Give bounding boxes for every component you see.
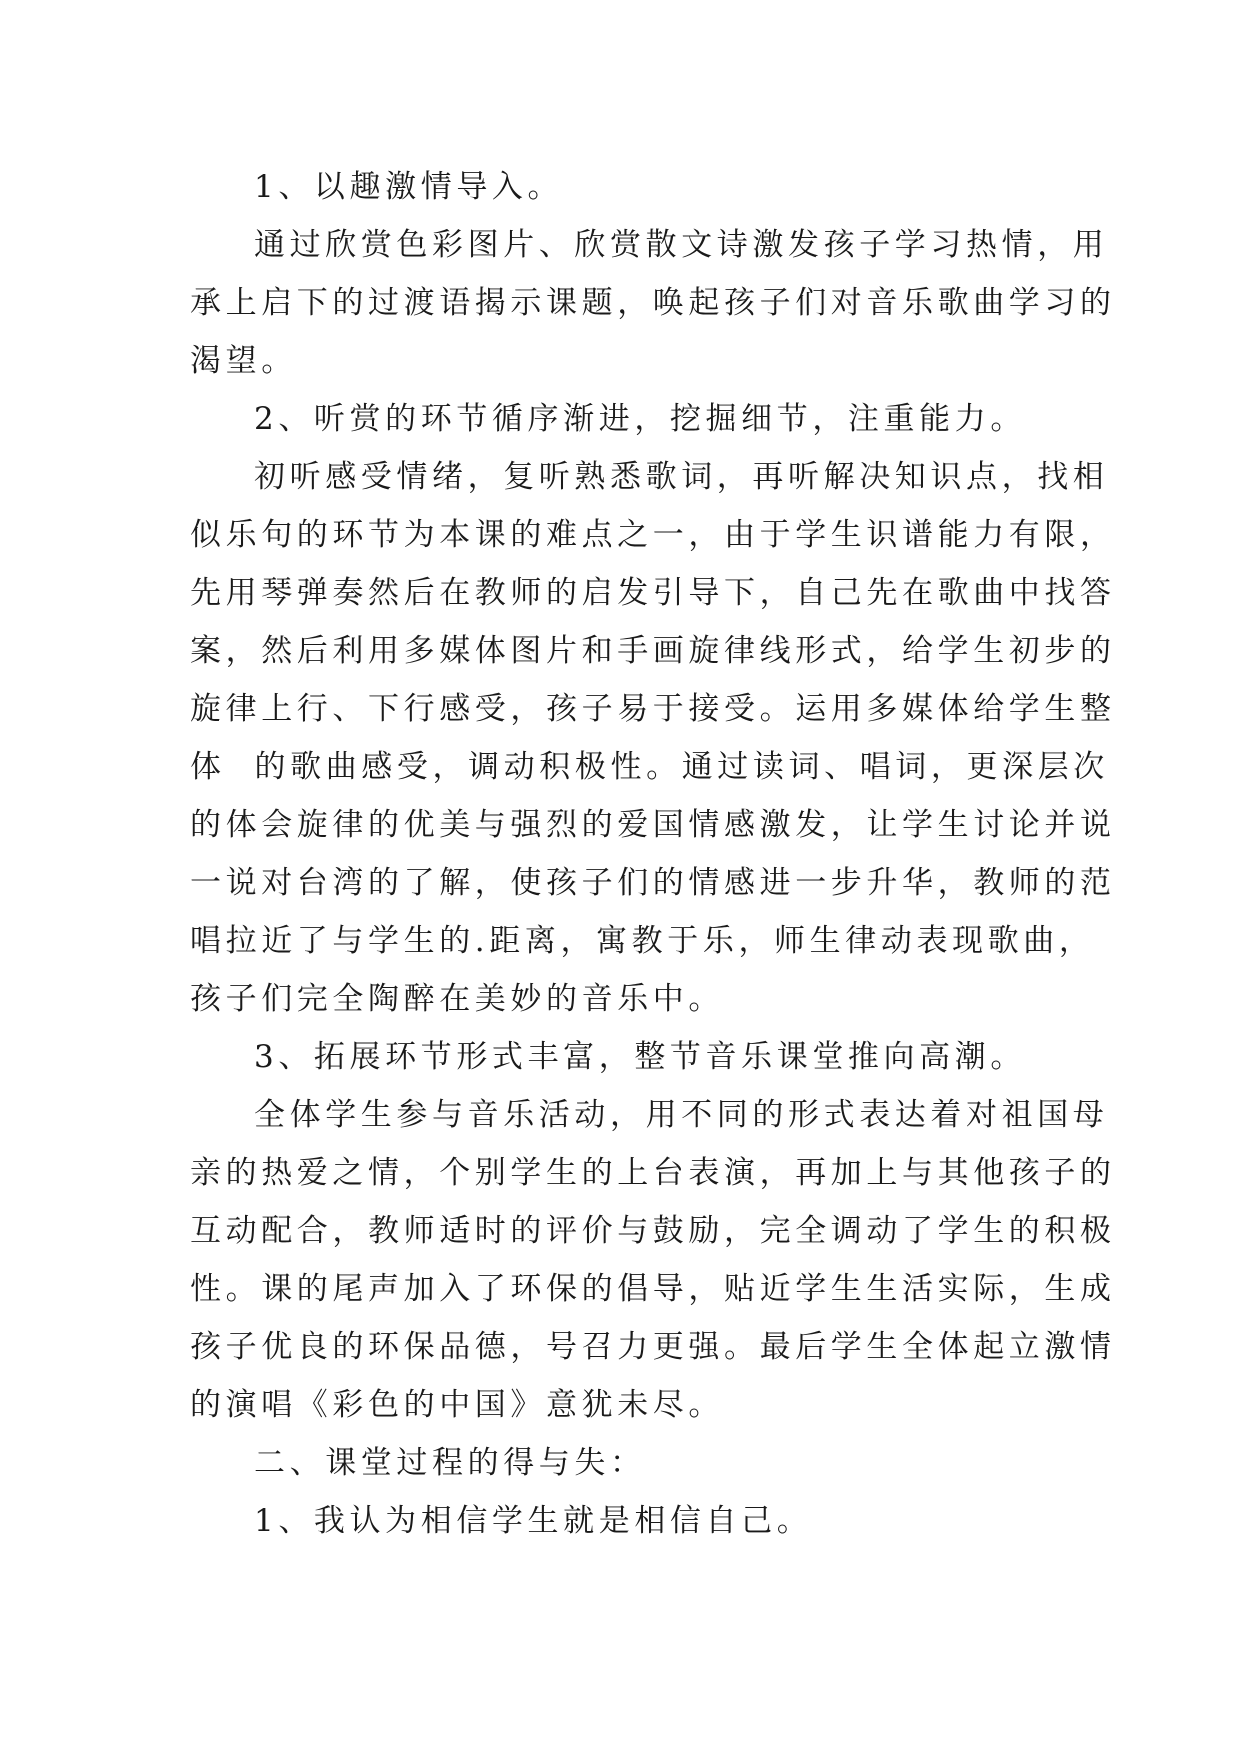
text-line: 唱拉近了与学生的.距离，寓教于乐，师生律动表现歌曲， [190,923,1095,959]
text-line: 2、听赏的环节循序渐进，挖掘细节，注重能力。 [254,401,1026,437]
text-line: 初听感受情绪，复听熟悉歌词，再听解决知识点，找相 [254,459,1109,495]
text-line: 案，然后利用多媒体图片和手画旋律线形式，给学生初步的 [190,633,1116,669]
text-line: 二、课堂过程的得与失： [254,1445,646,1481]
text-line: 性。课的尾声加入了环保的倡导，贴近学生生活实际，生成 [190,1271,1116,1307]
text-line: 3、拓展环节形式丰富，整节音乐课堂推向高潮。 [254,1039,1026,1075]
text-line: 孩子优良的环保品德，号召力更强。最后学生全体起立激情 [190,1329,1116,1365]
text-line: 互动配合，教师适时的评价与鼓励，完全调动了学生的积极 [190,1213,1116,1249]
text-line: 旋律上行、下行感受，孩子易于接受。运用多媒体给学生整 [190,691,1116,727]
text-line: 全体学生参与音乐活动，用不同的形式表达着对祖国母 [254,1097,1109,1133]
text-line: 亲的热爱之情，个别学生的上台表演，再加上与其他孩子的 [190,1155,1116,1191]
text-line: 孩子们完全陶醉在美妙的音乐中。 [190,981,724,1017]
text-line: 似乐句的环节为本课的难点之一，由于学生识谱能力有限， [190,517,1116,553]
text-line: 体 的歌曲感受，调动积极性。通过读词、唱词，更深层次 [190,749,1109,785]
text-line: 通过欣赏色彩图片、欣赏散文诗激发孩子学习热情，用 [254,227,1109,263]
text-line: 的体会旋律的优美与强烈的爱国情感激发，让学生讨论并说 [190,807,1116,843]
text-line: 的演唱《彩色的中国》意犹未尽。 [190,1387,724,1423]
text-line: 1、以趣激情导入。 [254,169,564,205]
text-line: 渴望。 [190,343,297,379]
text-line: 先用琴弹奏然后在教师的启发引导下，自己先在歌曲中找答 [190,575,1116,611]
text-line: 承上启下的过渡语揭示课题，唤起孩子们对音乐歌曲学习的 [190,285,1116,321]
text-line: 一说对台湾的了解，使孩子们的情感进一步升华，教师的范 [190,865,1116,901]
text-line: 1、我认为相信学生就是相信自己。 [254,1503,813,1539]
